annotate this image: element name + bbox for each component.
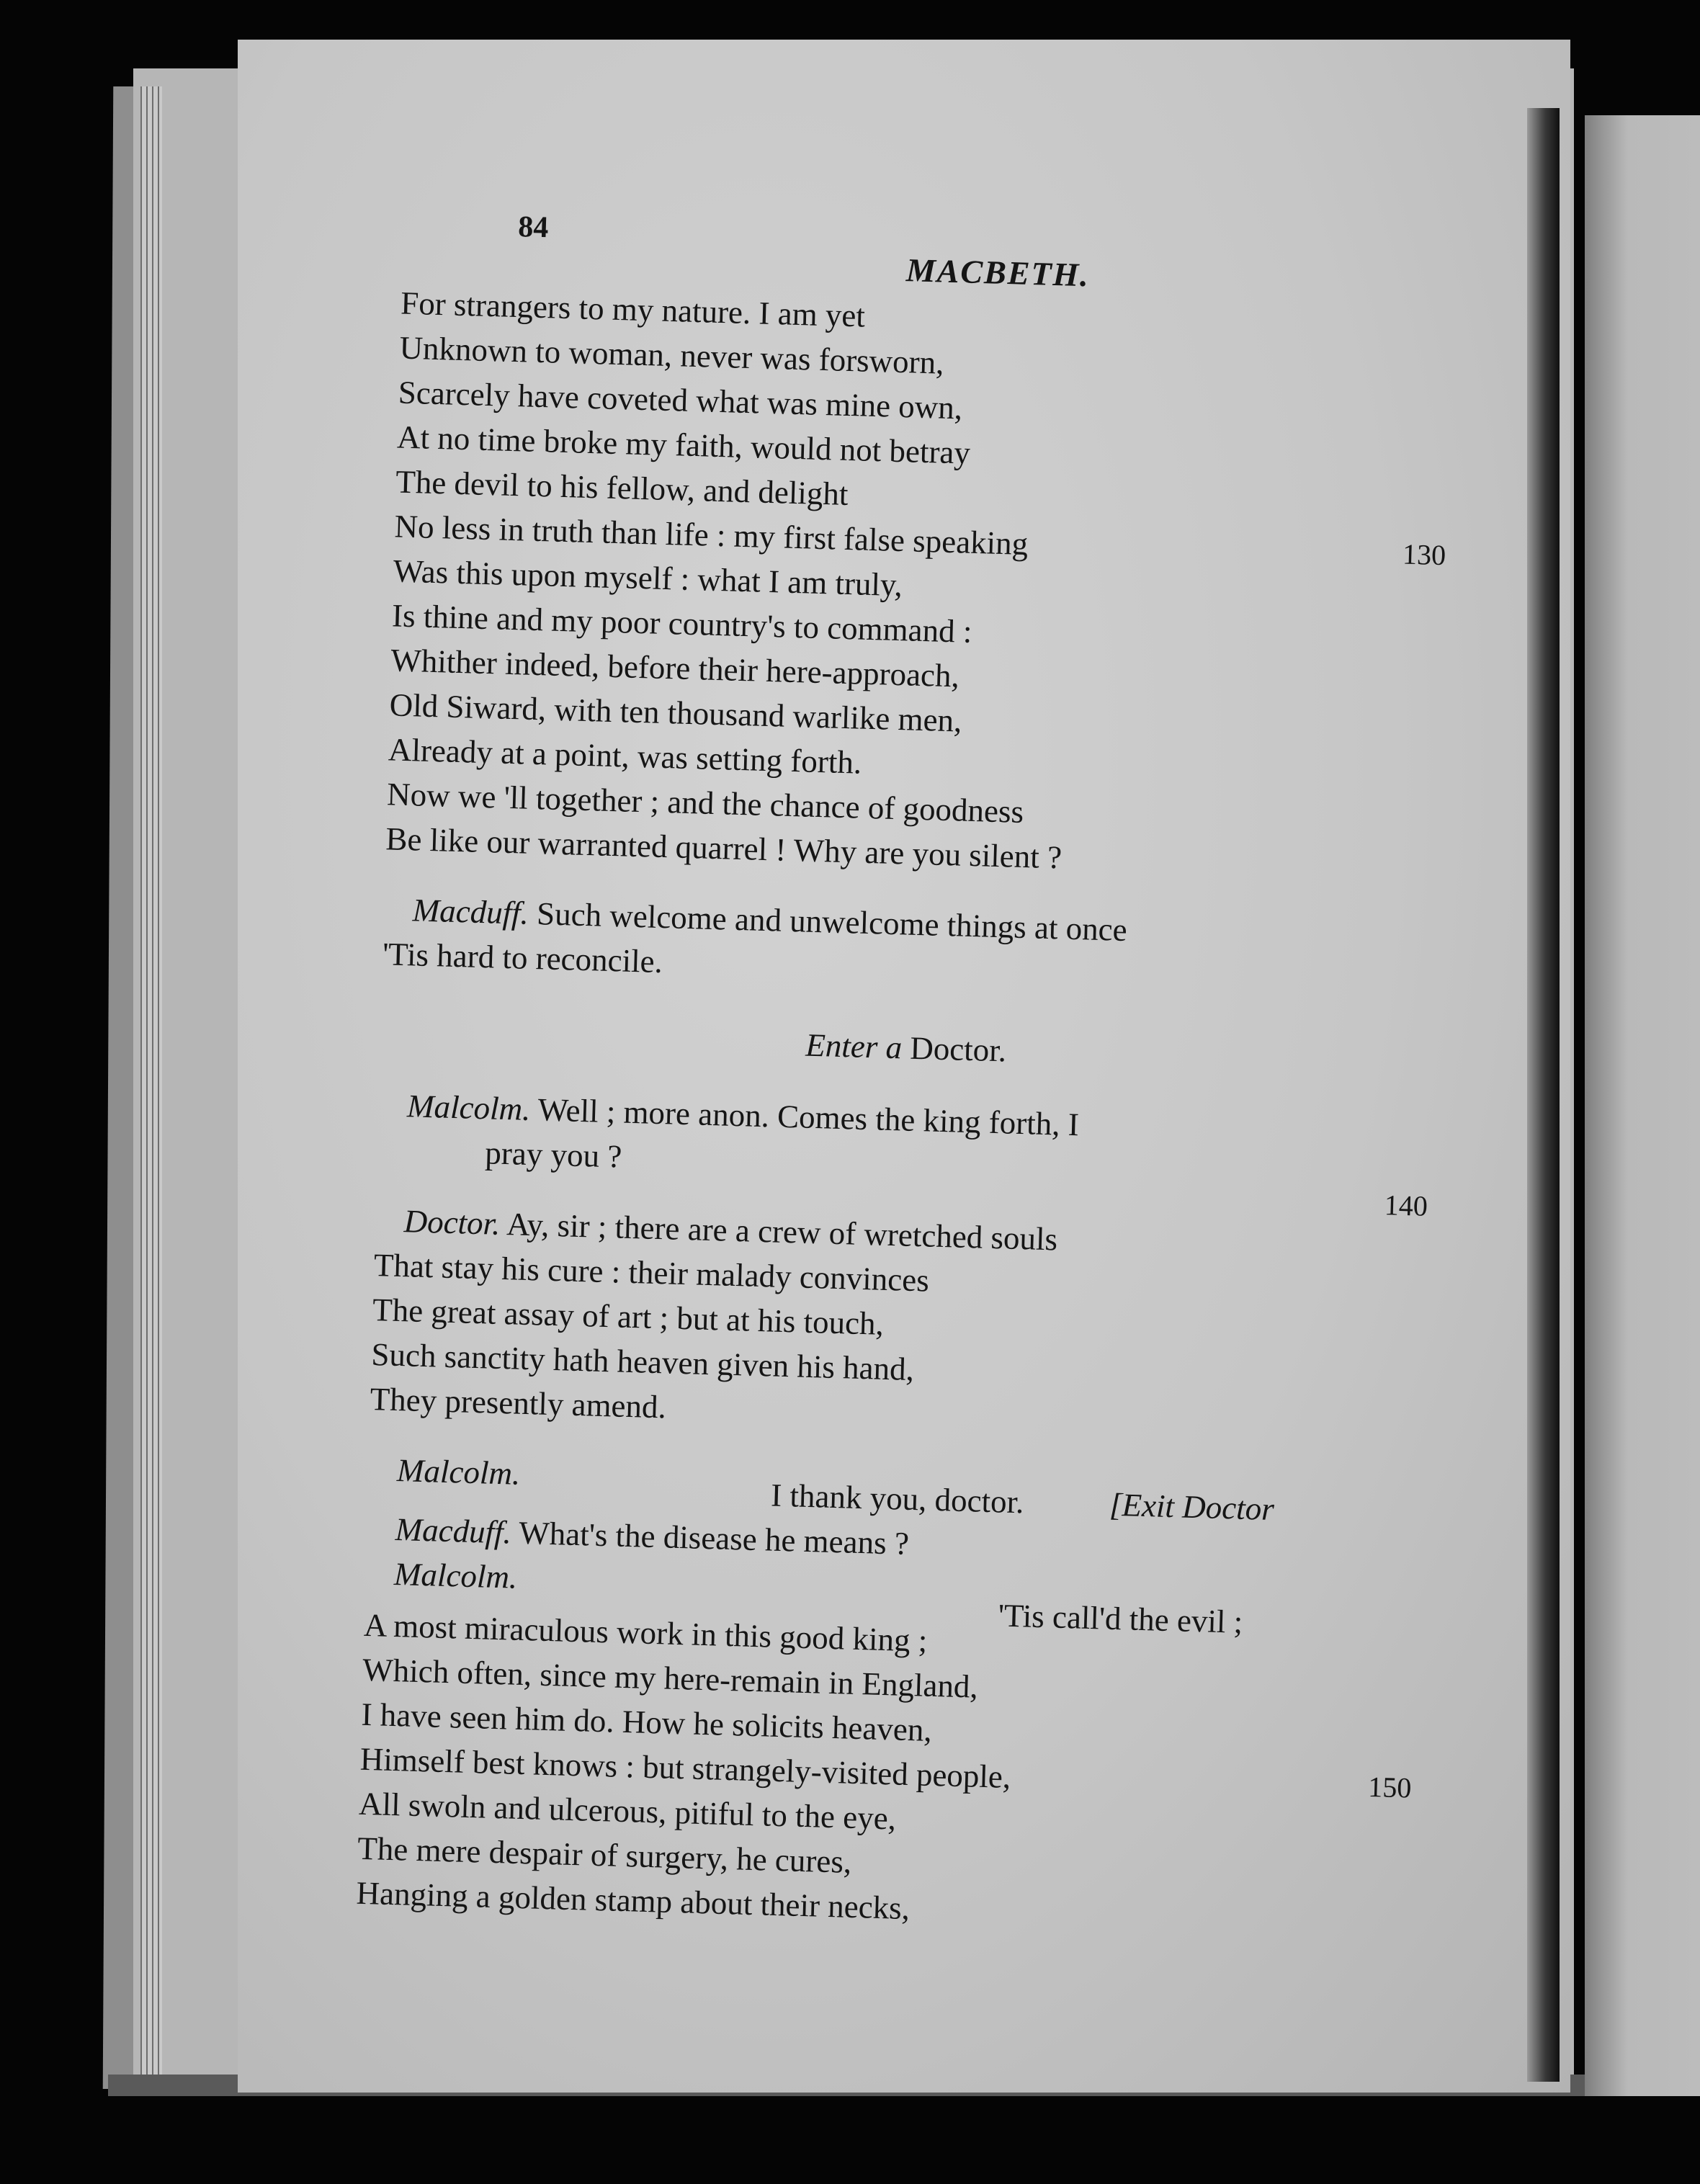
line-number-130: 130 [1402, 537, 1446, 572]
verse-text: Ay, sir ; there are a crew of wretched souls [506, 1206, 1058, 1258]
verse-line: Was this upon myself : what I am truly, [393, 552, 903, 604]
verse-line: Scarcely have coveted what was mine own, [398, 374, 963, 426]
speaker-name: Malcolm. [396, 1452, 521, 1492]
facing-page [1585, 115, 1700, 2096]
verse-text: 'Tis call'd the evil ; [998, 1597, 1243, 1640]
verse-line: Old Siward, with ten thousand warlike men, [389, 686, 963, 739]
verse-line: All swoln and ulcerous, pitiful to the eye, [358, 1785, 897, 1837]
verse-line: The devil to his fellow, and delight [395, 463, 849, 512]
stage-direction-verb: Enter a [805, 1026, 903, 1066]
verse-line: I have seen him do. How he solicits heaven, [360, 1696, 933, 1748]
line-number-140: 140 [1384, 1189, 1428, 1222]
speech-continuation [385, 281, 1453, 890]
page-number: 84 [517, 210, 549, 245]
speaker-name: Malcolm. [393, 1556, 518, 1596]
verse-text: No less in truth than life : my first false speaking [393, 508, 1029, 562]
verse-text: pray you ? [484, 1134, 623, 1175]
verse-text: What's the disease he means ? [518, 1514, 910, 1562]
verse-line: Now we 'll together ; and the chance of goodness [386, 776, 1024, 830]
book-gutter [1527, 108, 1560, 2082]
verse-line: The mere despair of surgery, he cures, [357, 1830, 852, 1880]
line-number-150: 150 [1367, 1770, 1412, 1804]
verse-line: Is thine and my poor country's to command : [391, 597, 973, 650]
stage-direction-exit: [Exit Doctor [1109, 1486, 1275, 1528]
stage-direction [380, 1011, 1432, 1085]
malcolm-speech-evil [356, 1551, 1418, 1945]
verse-line: Hanging a golden stamp about their necks, [355, 1874, 911, 1927]
verse-line: That stay his cure : their malady convinces [373, 1247, 930, 1299]
verse-line: Unknown to woman, never was forsworn, [398, 329, 945, 381]
verse-line: Whither indeed, before their here-approach, [390, 642, 960, 694]
page-edges [140, 86, 162, 2075]
speaker-name: Macduff. [395, 1511, 512, 1551]
stage-direction-who: Doctor. [909, 1029, 1007, 1069]
verse-line: For strangers to my nature. I am yet [400, 285, 866, 334]
verse-line: Which often, since my here-remain in England, [362, 1651, 979, 1705]
verse-text: Such welcome and unwelcome things at once [536, 895, 1128, 949]
speaker-name: Macduff. [412, 892, 529, 931]
running-title: MACBETH. [905, 251, 1091, 294]
verse-line: A most miraculous work in this good king ; [363, 1606, 928, 1659]
verse-line: 'Tis hard to reconcile. [382, 936, 663, 980]
verse-line: Such sanctity hath heaven given his hand, [370, 1336, 915, 1388]
speaker-name: Malcolm. [406, 1088, 532, 1128]
verse-line: They presently amend. [370, 1380, 667, 1426]
verse-line: The great assay of art ; but at his touch, [372, 1292, 885, 1342]
verse-line: At no time broke my faith, would not betray [396, 419, 971, 471]
verse-line: Be like our warranted quarrel ! Why are you silent ? [385, 820, 1062, 876]
speaker-name: Doctor. [403, 1203, 501, 1242]
doctor-speech [370, 1198, 1427, 1451]
verse-text: Well ; more anon. Comes the king forth, I [537, 1091, 1080, 1143]
page-text [355, 202, 1454, 1927]
verse-text: Himself best knows : but strangely-visited people, [359, 1740, 1011, 1795]
verse-line: Already at a point, was setting forth. [388, 731, 862, 781]
verse-text: I thank you, doctor. [770, 1477, 1025, 1521]
